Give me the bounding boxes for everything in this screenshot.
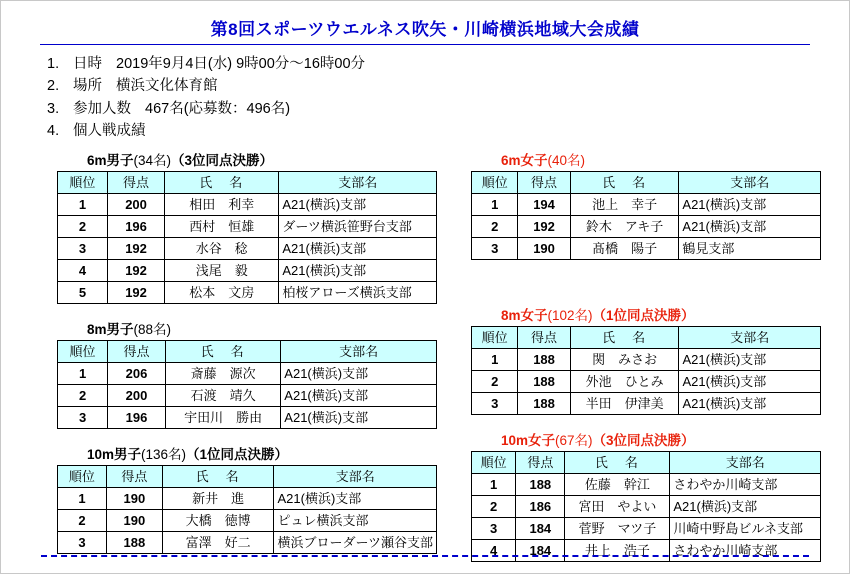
table-row [58, 215, 437, 237]
cell-name: 井上 浩子 [565, 539, 670, 561]
column-header-name: 氏 名 [565, 451, 670, 473]
info-label: 参加人数 [73, 100, 131, 117]
cell-branch: A21(横浜)支部 [281, 384, 437, 406]
cell-name: 半田 伊津美 [570, 392, 679, 414]
cell-name: 関 みさお [570, 348, 679, 370]
cell-branch: ピュレ横浜支部 [274, 509, 437, 531]
cell-score: 192 [107, 237, 164, 259]
column-header-rank: 順位 [58, 465, 107, 487]
cell-rank: 1 [472, 348, 518, 370]
cell-score: 200 [107, 193, 164, 215]
results-table [471, 326, 821, 415]
table-header-row [58, 465, 437, 487]
cell-branch: A21(横浜)支部 [679, 392, 821, 414]
cell-rank: 2 [58, 509, 107, 531]
column-header-score: 得点 [516, 451, 565, 473]
results-table [57, 465, 437, 554]
cell-branch: 鶴見支部 [679, 237, 821, 259]
cell-branch: A21(横浜)支部 [670, 495, 821, 517]
table-row [58, 193, 437, 215]
result-block-8m-women [471, 304, 821, 415]
column-header-rank: 順位 [58, 171, 108, 193]
cell-name: 宇田川 勝由 [165, 406, 280, 428]
cell-name: 新井 進 [162, 487, 274, 509]
cell-score: 188 [518, 370, 570, 392]
heading-count: (102名) [547, 307, 593, 323]
heading-note: （1位同点決勝） [592, 307, 695, 323]
info-number: 1. [47, 56, 60, 72]
info-label: 個人戦成績 [73, 123, 146, 140]
column-header-score: 得点 [518, 171, 570, 193]
result-block-8m-men [57, 318, 437, 429]
heading-note: （3位同点決勝） [171, 152, 274, 168]
heading-count: (136名) [141, 446, 187, 462]
heading-distance: 8m [501, 307, 521, 323]
column-header-name: 氏 名 [165, 340, 280, 362]
cell-name: 佐藤 幹江 [565, 473, 670, 495]
table-header-row [472, 171, 821, 193]
table-row [472, 392, 821, 414]
results-table [471, 171, 821, 260]
table-row [472, 237, 821, 259]
cell-rank: 2 [58, 215, 108, 237]
info-label: 場所 [73, 78, 102, 95]
heading-note: （3位同点決勝） [592, 432, 695, 448]
cell-rank: 3 [58, 237, 108, 259]
event-info-list [47, 53, 849, 143]
heading-category: 男子 [114, 446, 142, 462]
cell-branch: 横浜ブローダーツ瀬谷支部 [274, 531, 437, 553]
info-value: 467名(応募数：496名) [145, 100, 291, 117]
cell-rank: 1 [58, 487, 107, 509]
cell-name: 松本 文房 [165, 281, 279, 303]
cell-branch: A21(横浜)支部 [279, 237, 437, 259]
heading-distance: 6m [501, 152, 521, 168]
result-block-heading [87, 149, 437, 169]
heading-count: (34名) [133, 152, 172, 168]
table-header-row [58, 171, 437, 193]
cell-name: 外池 ひとみ [570, 370, 679, 392]
column-header-score: 得点 [518, 326, 570, 348]
table-header-row [58, 340, 437, 362]
info-value: 横浜文化体育館 [116, 78, 218, 95]
results-table [57, 171, 437, 304]
cell-name: 鈴木 アキ子 [570, 215, 679, 237]
bottom-divider [41, 555, 809, 557]
result-block-6m-women [471, 149, 821, 260]
results-table [57, 340, 437, 429]
column-header-name: 氏 名 [162, 465, 274, 487]
column-header-branch: 支部名 [279, 171, 437, 193]
table-row [472, 215, 821, 237]
cell-rank: 1 [58, 362, 108, 384]
table-row [58, 487, 437, 509]
cell-score: 192 [107, 281, 164, 303]
heading-category: 男子 [106, 152, 134, 168]
results-column-male [57, 149, 437, 568]
result-block-heading [501, 304, 821, 324]
heading-category: 女子 [520, 307, 548, 323]
cell-score: 192 [518, 215, 570, 237]
cell-name: 水谷 稔 [165, 237, 279, 259]
results-table [471, 451, 821, 562]
table-row [58, 281, 437, 303]
cell-branch: ダーツ横浜笹野台支部 [279, 215, 437, 237]
column-header-branch: 支部名 [281, 340, 437, 362]
cell-name: 宮田 やよい [565, 495, 670, 517]
cell-score: 190 [106, 487, 162, 509]
cell-rank: 1 [58, 193, 108, 215]
column-header-name: 氏 名 [165, 171, 279, 193]
cell-branch: A21(横浜)支部 [281, 406, 437, 428]
cell-score: 184 [516, 517, 565, 539]
cell-rank: 4 [58, 259, 108, 281]
page-title: 第8回スポーツウエルネス吹矢・川崎横浜地域大会成績 [210, 20, 640, 39]
info-value: 2019年9月4日(水) 9時00分～16時00分 [116, 56, 366, 72]
column-header-name: 氏 名 [570, 171, 679, 193]
cell-rank: 3 [58, 531, 107, 553]
table-row [472, 473, 821, 495]
result-block-heading [87, 318, 437, 338]
cell-branch: A21(横浜)支部 [679, 193, 821, 215]
cell-score: 192 [107, 259, 164, 281]
cell-name: 浅尾 毅 [165, 259, 279, 281]
cell-branch: A21(横浜)支部 [281, 362, 437, 384]
cell-branch: A21(横浜)支部 [679, 215, 821, 237]
cell-name: 斎藤 源次 [165, 362, 280, 384]
cell-name: 石渡 靖久 [165, 384, 280, 406]
heading-distance: 6m [87, 152, 107, 168]
cell-score: 184 [516, 539, 565, 561]
cell-name: 大橋 徳博 [162, 509, 274, 531]
cell-branch: 柏桜アローズ横浜支部 [279, 281, 437, 303]
result-block-heading [501, 149, 821, 169]
table-row [58, 531, 437, 553]
cell-rank: 2 [472, 370, 518, 392]
cell-name: 髙橋 陽子 [570, 237, 679, 259]
cell-rank: 2 [58, 384, 108, 406]
results-column-female [471, 149, 821, 576]
cell-branch: A21(横浜)支部 [679, 348, 821, 370]
cell-rank: 2 [472, 495, 516, 517]
cell-branch: さわやか川崎支部 [670, 473, 821, 495]
cell-branch: さわやか川崎支部 [670, 539, 821, 561]
table-row [58, 362, 437, 384]
heading-note: （1位同点決勝） [186, 446, 289, 462]
table-row [472, 517, 821, 539]
info-number: 4. [47, 123, 60, 140]
cell-name: 池上 幸子 [570, 193, 679, 215]
cell-branch: A21(横浜)支部 [274, 487, 437, 509]
heading-category: 女子 [520, 152, 548, 168]
table-row [58, 384, 437, 406]
cell-branch: 川崎中野島ビルネ支部 [670, 517, 821, 539]
table-header-row [472, 326, 821, 348]
title-divider [40, 44, 810, 45]
cell-rank: 3 [472, 392, 518, 414]
cell-rank: 1 [472, 193, 518, 215]
info-label: 日時 [73, 56, 102, 72]
cell-score: 190 [106, 509, 162, 531]
cell-branch: A21(横浜)支部 [279, 259, 437, 281]
column-header-branch: 支部名 [679, 171, 821, 193]
result-block-10m-women [471, 429, 821, 562]
heading-distance: 10m [87, 446, 115, 462]
heading-distance: 8m [87, 321, 107, 337]
result-block-heading [501, 429, 821, 449]
cell-rank: 5 [58, 281, 108, 303]
cell-rank: 3 [58, 406, 108, 428]
heading-distance: 10m [501, 432, 529, 448]
heading-category: 女子 [528, 432, 556, 448]
heading-category: 男子 [106, 321, 134, 337]
column-header-name: 氏 名 [570, 326, 679, 348]
table-row [472, 495, 821, 517]
table-row [58, 406, 437, 428]
cell-rank: 3 [472, 237, 518, 259]
column-header-branch: 支部名 [274, 465, 437, 487]
cell-score: 188 [518, 392, 570, 414]
cell-rank: 3 [472, 517, 516, 539]
cell-score: 206 [108, 362, 166, 384]
cell-rank: 2 [472, 215, 518, 237]
column-header-score: 得点 [106, 465, 162, 487]
cell-rank: 1 [472, 473, 516, 495]
column-header-rank: 順位 [472, 171, 518, 193]
column-header-rank: 順位 [58, 340, 108, 362]
cell-name: 相田 利幸 [165, 193, 279, 215]
cell-score: 190 [518, 237, 570, 259]
table-row [58, 259, 437, 281]
info-item-datetime [47, 53, 849, 75]
cell-score: 188 [518, 348, 570, 370]
column-header-branch: 支部名 [679, 326, 821, 348]
cell-score: 200 [108, 384, 166, 406]
cell-score: 196 [108, 406, 166, 428]
table-row [58, 509, 437, 531]
column-header-rank: 順位 [472, 326, 518, 348]
heading-count: (88名) [133, 321, 172, 337]
cell-name: 菅野 マツ子 [565, 517, 670, 539]
cell-score: 188 [106, 531, 162, 553]
table-row [58, 237, 437, 259]
table-row [472, 370, 821, 392]
table-row [472, 348, 821, 370]
heading-count: (40名) [547, 152, 586, 168]
cell-score: 196 [107, 215, 164, 237]
info-item-individual-results [47, 120, 849, 142]
cell-score: 194 [518, 193, 570, 215]
cell-score: 186 [516, 495, 565, 517]
info-item-venue [47, 75, 849, 97]
column-header-score: 得点 [107, 171, 164, 193]
cell-score: 188 [516, 473, 565, 495]
table-row [472, 193, 821, 215]
cell-name: 富澤 好二 [162, 531, 274, 553]
result-block-heading [87, 443, 437, 463]
info-number: 2. [47, 78, 60, 95]
heading-count: (67名) [555, 432, 593, 448]
cell-branch: A21(横浜)支部 [279, 193, 437, 215]
table-header-row [472, 451, 821, 473]
cell-branch: A21(横浜)支部 [679, 370, 821, 392]
result-block-10m-men [57, 443, 437, 554]
result-block-6m-men [57, 149, 437, 304]
info-number: 3. [47, 100, 60, 117]
column-header-score: 得点 [108, 340, 166, 362]
cell-name: 西村 恒雄 [165, 215, 279, 237]
table-row [472, 539, 821, 561]
column-header-branch: 支部名 [670, 451, 821, 473]
info-item-participants [47, 98, 849, 120]
column-header-rank: 順位 [472, 451, 516, 473]
cell-rank: 4 [472, 539, 516, 561]
